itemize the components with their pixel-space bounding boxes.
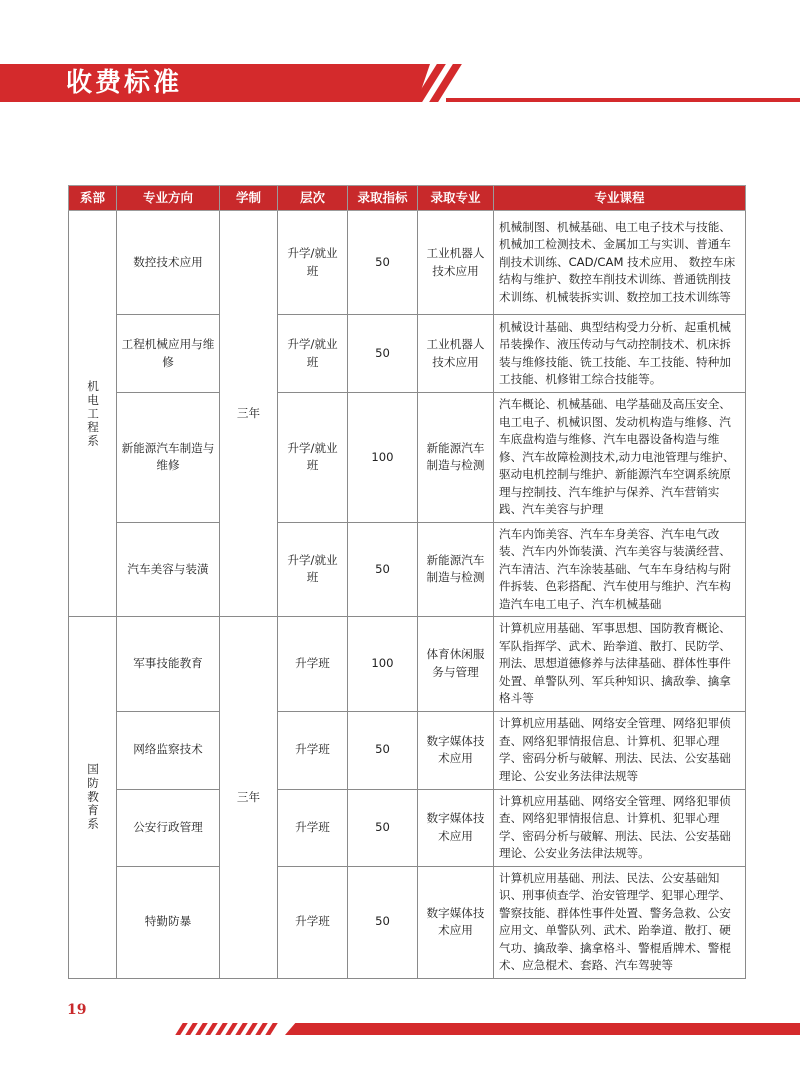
table-row xyxy=(69,789,746,866)
quota-cell: 100 xyxy=(348,393,418,523)
courses-cell: 机械设计基础、典型结构受力分析、起重机械吊装操作、液压传动与气动控制技术、机床拆装与维修技能、铣工技能、车工技能、特种加工技能、机修钳工综合技能等。 xyxy=(494,315,746,393)
quota-cell: 100 xyxy=(348,617,418,712)
table-row xyxy=(69,617,746,712)
courses-cell: 汽车内饰美容、汽车车身美容、汽车电气改装、汽车内外饰装潢、汽车美容与装潢经营、汽车清洁、汽车涂装基础、气车车身结构与附件拆装、色彩搭配、汽车使用与维护、汽车构造汽车电工电子、汽车机械基础 xyxy=(494,522,746,617)
header-level: 层次 xyxy=(278,186,348,211)
header-quota: 录取指标 xyxy=(348,186,418,211)
department-cell xyxy=(69,617,117,979)
level-cell: 升学班 xyxy=(278,617,348,712)
quota-cell: 50 xyxy=(348,711,418,789)
department-cell xyxy=(69,211,117,617)
major-cell: 汽车美容与装潢 xyxy=(117,522,220,617)
footer-stripes xyxy=(175,1023,285,1035)
courses-cell: 计算机应用基础、网络安全管理、网络犯罪侦查、网络犯罪情报信息、计算机、犯罪心理学、密码分析与破解、刑法、民法、公安基础理论、公安业务法律法规等 xyxy=(494,711,746,789)
table-row xyxy=(69,393,746,523)
header-courses: 专业课程 xyxy=(494,186,746,211)
table-row xyxy=(69,315,746,393)
admission-major-cell: 工业机器人技术应用 xyxy=(418,211,494,315)
courses-cell: 计算机应用基础、刑法、民法、公安基础知识、刑事侦查学、治安管理学、犯罪心理学、警察技能、群体性事件处置、警务急救、公安应用文、单警队列、武术、跆拳道、散打、硬气功、擒敌拳、擒拿格斗、警棍盾牌术、警棍术、应急棍术、套路、汽车驾驶等 xyxy=(494,866,746,978)
header-band xyxy=(0,64,430,102)
quota-cell: 50 xyxy=(348,211,418,315)
header-department: 系部 xyxy=(69,186,117,211)
major-cell: 军事技能教育 xyxy=(117,617,220,712)
courses-cell: 汽车概论、机械基础、电学基础及高压安全、电工电子、机械识图、发动机构造与维修、汽车底盘构造与维修、汽车电器设备构造与维修、汽车故障检测技术,动力电池管理与维护、驱动电机控制与维护、新能源汽车空调系统原理与控制技、汽车维护与保养、汽车营销实践、汽车美容与护理 xyxy=(494,393,746,523)
page-number: 19 xyxy=(67,1002,87,1018)
admission-major-cell: 数字媒体技术应用 xyxy=(418,789,494,866)
table-header-row xyxy=(69,186,746,211)
page-title: 收费标准 xyxy=(66,68,183,98)
courses-cell: 机械制图、机械基础、电工电子技术与技能、机械加工检测技术、金属加工与实训、普通车削技术训练、CAD/CAM 技术应用、 数控车床结构与维护、数控车削技术训练、普通铣削技术训练、机械装拆实训、数控加工技术训练等 xyxy=(494,211,746,315)
major-cell: 特勤防暴 xyxy=(117,866,220,978)
header-stripes xyxy=(395,64,455,102)
level-cell: 升学班 xyxy=(278,711,348,789)
table-row xyxy=(69,211,746,315)
department-name: 机电工程系 xyxy=(86,379,100,448)
admission-major-cell: 数字媒体技术应用 xyxy=(418,866,494,978)
header-duration: 学制 xyxy=(220,186,278,211)
major-cell: 工程机械应用与维修 xyxy=(117,315,220,393)
header-rule xyxy=(446,98,800,102)
fee-table xyxy=(68,185,746,979)
major-cell: 网络监察技术 xyxy=(117,711,220,789)
courses-cell: 计算机应用基础、网络安全管理、网络犯罪侦查、网络犯罪情报信息、计算机、犯罪心理学、密码分析与破解、刑法、民法、公安基础理论、公安业务法律法规等。 xyxy=(494,789,746,866)
quota-cell: 50 xyxy=(348,866,418,978)
table-row xyxy=(69,711,746,789)
major-cell: 公安行政管理 xyxy=(117,789,220,866)
footer-band xyxy=(285,1023,800,1035)
level-cell: 升学/就业班 xyxy=(278,522,348,617)
header-admission-major: 录取专业 xyxy=(418,186,494,211)
quota-cell: 50 xyxy=(348,522,418,617)
table-row xyxy=(69,866,746,978)
level-cell: 升学/就业班 xyxy=(278,315,348,393)
admission-major-cell: 新能源汽车制造与检测 xyxy=(418,522,494,617)
duration-cell: 三年 xyxy=(220,617,278,979)
department-name: 国防教育系 xyxy=(86,763,100,832)
level-cell: 升学班 xyxy=(278,866,348,978)
admission-major-cell: 数字媒体技术应用 xyxy=(418,711,494,789)
admission-major-cell: 体育休闲服务与管理 xyxy=(418,617,494,712)
header-major: 专业方向 xyxy=(117,186,220,211)
major-cell: 新能源汽车制造与维修 xyxy=(117,393,220,523)
quota-cell: 50 xyxy=(348,315,418,393)
level-cell: 升学班 xyxy=(278,789,348,866)
level-cell: 升学/就业班 xyxy=(278,393,348,523)
duration-cell: 三年 xyxy=(220,211,278,617)
quota-cell: 50 xyxy=(348,789,418,866)
level-cell: 升学/就业班 xyxy=(278,211,348,315)
table-row xyxy=(69,522,746,617)
admission-major-cell: 工业机器人技术应用 xyxy=(418,315,494,393)
admission-major-cell: 新能源汽车制造与检测 xyxy=(418,393,494,523)
courses-cell: 计算机应用基础、军事思想、国防教育概论、军队指挥学、武术、跆拳道、散打、民防学、刑法、思想道德修养与法律基础、群体性事件处置、单警队列、军兵种知识、擒敌拳、擒拿格斗等 xyxy=(494,617,746,712)
major-cell: 数控技术应用 xyxy=(117,211,220,315)
